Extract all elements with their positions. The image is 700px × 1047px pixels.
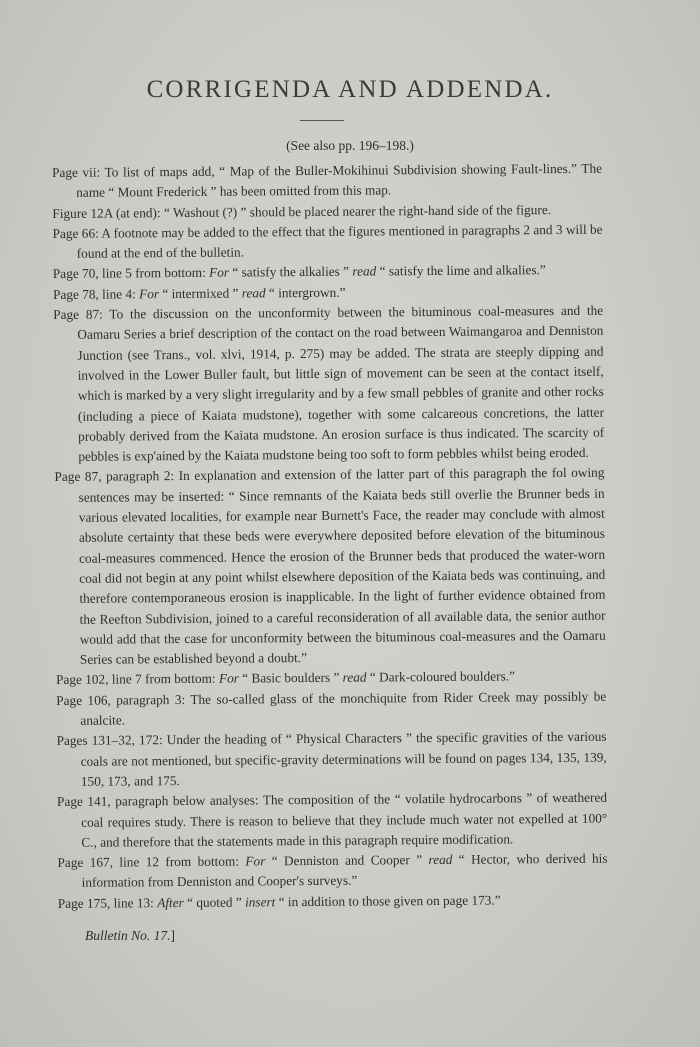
entry-text: Page 66: A footnote may be added to the effect that the figures mentioned in paragraphs 2 and 3 will be found at the end of the bulletin. <box>52 221 603 261</box>
entry-text: Page 167, line 12 from bottom: <box>57 853 246 871</box>
entry-italic-word: After <box>157 894 184 910</box>
entry-italic-word: For <box>139 285 160 302</box>
entry-text: “ quoted ” <box>183 894 246 910</box>
entry-text: “ intermixed ” <box>158 285 242 301</box>
corrigendum-entry <box>53 260 603 285</box>
entry-text: “ Basic boulders ” <box>238 670 343 686</box>
entry-text: “ Hector, who derived his information from Denniston and Cooper's surveys.” <box>81 850 608 891</box>
entry-text: Page 106, paragraph 3: The so-called glass of the monchiquite from Rider Creek may possibly be analcite. <box>56 688 607 728</box>
entry-italic-word: read <box>352 263 377 280</box>
entry-text: Page 78, line 4: <box>52 286 140 302</box>
entry-text: Page 102, line 7 from bottom: <box>56 671 219 688</box>
entry-text: Figure 12A (at end): “ Washout (?) ” should be placed nearer the right-hand side of the figure. <box>52 201 552 221</box>
entry-text: Page 87: To the discussion on the unconformity between the bituminous coal-measures and the Oamaru Series a brief description of the contact on the road between Waimangaroa and Denniston Junction (see Trans., vol. xlvi, 1914, p. 275) may be added. The strata are steeply dipping and involved in the Lower Buller fault, but little sign of movement can be seen at the contact itself, which is marked by a very slight irregularity and by a few small pebbles of granite and other rocks (including a piece of Kaiata mudstone), together with some calcareous concretions, the latter probably derived from the Kaiata mudstone. An erosion surface is thus indicated. The scarcity of pebbles is exp'ained by the Kaiata mudstone being too soft to form pebbles whilst being eroded. <box>53 302 605 464</box>
corrigendum-entry <box>53 301 604 468</box>
title-rule <box>300 120 344 121</box>
corrigendum-entry <box>56 686 606 731</box>
entry-italic-word: insert <box>244 893 276 910</box>
bulletin-footer <box>85 928 175 944</box>
corrigendum-entry <box>52 159 602 204</box>
entry-text: Pages 131–32, 172: Under the heading of “ Physical Characters ” the specific gravities of the various coals are not mentioned, but specific-gravity determinations will be found on pages 134, 135, 139, 150, 173, and 175. <box>56 728 607 789</box>
entry-italic-word: read <box>342 669 367 686</box>
corrigendum-entry <box>52 220 602 265</box>
bulletin-label: Bulletin No. 17. <box>85 928 171 943</box>
entry-text: Page 87, paragraph 2: In explanation and extension of the latter part of this paragraph the fol owing sentences may be inserted: “ Since remnants of the Kaiata beds still overlie the Brunner beds in various elevated localities, for example near Burnett's Face, the reader may conclude with almost absolute certainty that these beds were everywhere deposited before elevation of the bituminous coal-measures commenced. Hence the erosion of the Brunner beds that produced the water-worn coal did not begin at any point whilst elsewhere deposition of the Kaiata beds was continuing, and therefore contemporaneous erosion is inapplicable. In the light of further evidence obtained from the Reefton Subdivision, joined to a careful reconsideration of all available data, the senior author would add that the case for unconformity between the bituminous coal-measures and the Oamaru Series can be established beyond a doubt.” <box>54 465 606 667</box>
entry-text: Page 141, paragraph below analyses: The composition of the “ volatile hydrocarbons ” of weathered coal requires study. There is reason to believe that they include much water not expelled at 100° C., and therefore that the statements made in this paragraph require modification. <box>56 789 608 850</box>
entry-italic-word: read <box>428 851 453 868</box>
corrigendum-entry <box>57 849 607 894</box>
corrigendum-entry <box>58 889 608 914</box>
entry-text: “ Denniston and Cooper ” <box>265 852 429 869</box>
entry-text: Page vii: To list of maps add, “ Map of the Buller-Mokihinui Subdivision showing Fault-lines.” The name “ Mount Frederick ” has been omitted from this map. <box>52 160 603 201</box>
entry-text: “ Dark-coloured boulders.” <box>366 668 516 685</box>
entry-text: Page 175, line 13: <box>57 894 158 911</box>
entry-italic-word: For <box>209 265 230 281</box>
page-title: CORRIGENDA AND ADDENDA. <box>146 76 554 103</box>
corrigendum-entry <box>56 727 606 792</box>
entry-text: “ satisfy the alkalies ” <box>228 264 353 281</box>
entry-italic-word: For <box>245 853 266 869</box>
entry-italic-word: For <box>218 670 239 687</box>
entry-text: “ intergrown.” <box>265 284 346 301</box>
entry-text: Page 70, line 5 from bottom: <box>52 265 210 282</box>
corrigendum-entry <box>54 463 606 670</box>
entry-text: “ in addition to those given on page 173.” <box>275 892 501 909</box>
corrigendum-entry <box>57 788 607 853</box>
see-also-note: (See also pp. 196–198.) <box>286 138 414 153</box>
entry-italic-word: read <box>241 285 266 301</box>
corrigenda-list <box>52 159 608 914</box>
entry-text: “ satisfy the lime and alkalies.” <box>376 262 546 279</box>
footer-bracket: ] <box>170 928 175 943</box>
